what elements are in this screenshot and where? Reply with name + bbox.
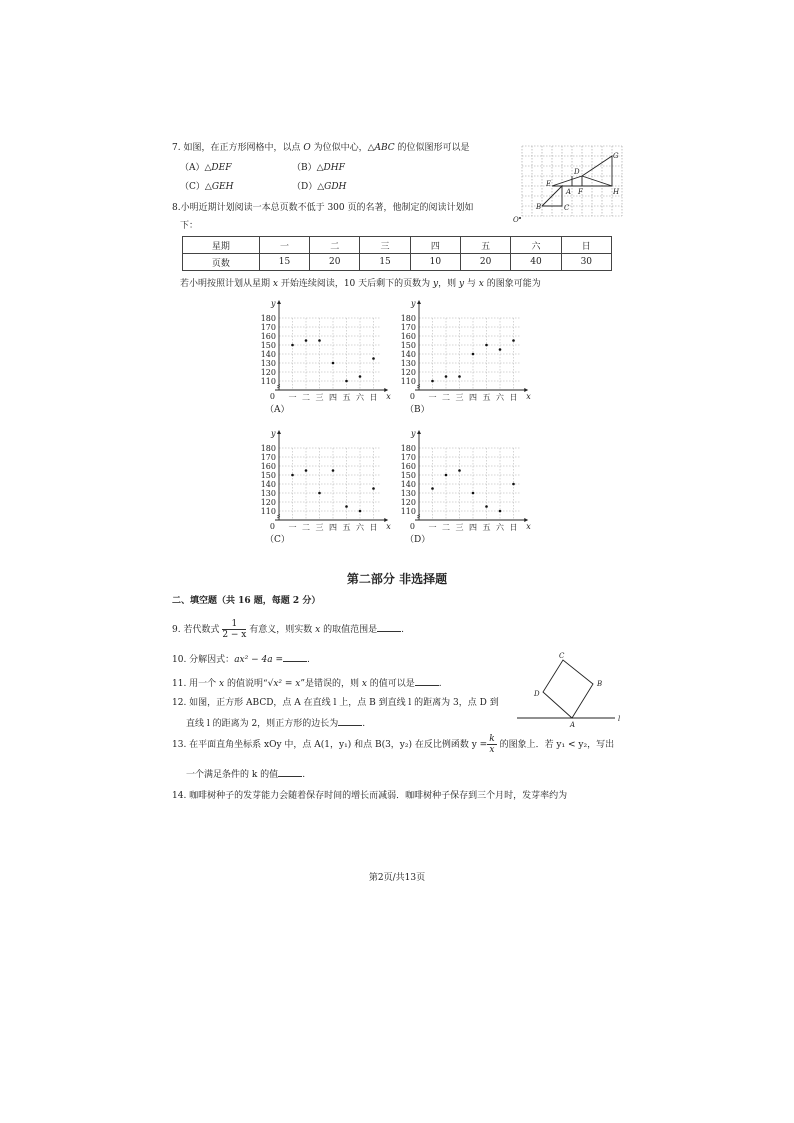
data-point (431, 380, 434, 383)
x-tick-label: 六 (356, 393, 364, 402)
chart-c (255, 424, 395, 548)
y-tick-label: 120 (260, 498, 276, 507)
y-tick-label: 110 (260, 507, 276, 516)
data-point (345, 380, 348, 383)
y-tick-label: 140 (400, 350, 416, 359)
x-tick-label: 三 (315, 393, 324, 402)
x-tick-label: 五 (342, 393, 351, 402)
q7-label-o: O (513, 216, 519, 224)
table-cell: 40 (511, 254, 561, 271)
y-axis-arrow (417, 430, 421, 434)
origin-label: 0 (409, 522, 415, 531)
x-axis-label: x (526, 522, 531, 531)
x-tick-label: 日 (369, 523, 378, 532)
q7-label-f: F (578, 188, 583, 196)
x-tick-label: 五 (482, 393, 491, 402)
table-cell: 二 (310, 237, 360, 254)
q12-label-l: l (618, 715, 621, 723)
table-row (183, 237, 612, 254)
table-cell: 一 (259, 237, 309, 254)
q7-label-a: A (566, 188, 572, 196)
table-cell: 四 (410, 237, 460, 254)
x-tick-label: 三 (455, 393, 464, 402)
y-tick-label: 110 (260, 377, 276, 386)
x-tick-label: 日 (509, 523, 518, 532)
data-point (458, 469, 461, 472)
y-tick-label: 160 (400, 332, 416, 341)
data-point (345, 505, 348, 508)
q11: 11. 用一个 x 的值说明“√x² = x”是错误的，则 x 的值可以是 . (172, 676, 442, 690)
table-cell: 日 (561, 237, 611, 254)
q8-stem-line2: 下： (180, 221, 199, 231)
data-point (305, 339, 308, 342)
axis-break (417, 385, 420, 389)
q12-label-d: D (534, 690, 540, 698)
y-tick-label: 140 (260, 350, 276, 359)
q7-label-g: G (613, 152, 619, 160)
y-tick-label: 180 (400, 444, 416, 453)
x-tick-label: 三 (455, 523, 464, 532)
table-cell: 页数 (183, 254, 260, 271)
y-tick-label: 150 (260, 341, 276, 350)
data-point (431, 487, 434, 490)
origin-label: 0 (269, 522, 275, 531)
table-cell: 星期 (183, 237, 260, 254)
data-point (332, 362, 335, 365)
table-cell: 五 (461, 237, 511, 254)
data-point (499, 348, 502, 351)
x-tick-label: 日 (369, 393, 378, 402)
y-axis-arrow (417, 300, 421, 304)
y-tick-label: 140 (260, 480, 276, 489)
y-tick-label: 140 (400, 480, 416, 489)
x-axis-label: x (386, 522, 391, 531)
q7-stem: 7. 如图，在正方形网格中，以点 O 为位似中心，△ABC 的位似图形可以是 (172, 143, 470, 153)
data-point (445, 474, 448, 477)
y-tick-label: 120 (400, 368, 416, 377)
table-cell: 30 (561, 254, 611, 271)
x-tick-label: 四 (329, 393, 337, 402)
x-tick-label: 五 (342, 523, 351, 532)
data-point (305, 469, 308, 472)
q8-question: 若小明按照计划从星期 x 开始连续阅读，10 天后剩下的页数为 y，则 y 与 x 的图象可能为 (180, 279, 541, 289)
table-cell: 10 (410, 254, 460, 271)
section-heading: 二、填空题（共 16 题，每题 2 分） (172, 596, 321, 606)
axis-break (277, 385, 280, 389)
q7-option-d: （D）△GDH (292, 182, 347, 192)
y-tick-label: 160 (260, 332, 276, 341)
data-point (372, 357, 375, 360)
y-axis-label: y (271, 299, 276, 308)
x-tick-label: 一 (288, 393, 297, 402)
x-tick-label: 日 (509, 393, 518, 402)
table-cell: 三 (360, 237, 410, 254)
q12-square-figure (515, 648, 630, 728)
table-cell: 20 (310, 254, 360, 271)
chart-b (395, 294, 535, 418)
q12-line1: 12. 如图，正方形 ABCD，点 A 在直线 l 上，点 B 到直线 l 的距离为 3，点 D 到 (172, 698, 499, 708)
q13-line2: 一个满足条件的 k 的值 . (186, 767, 305, 781)
q12-line2: 直线 l 的距离为 2，则正方形的边长为 . (186, 716, 365, 730)
data-point (332, 469, 335, 472)
chart-d (395, 424, 535, 548)
data-point (472, 492, 475, 495)
answer-blank[interactable] (377, 622, 401, 632)
table-row (183, 254, 612, 271)
q7-option-c: （C）△GEH (180, 182, 234, 192)
x-tick-label: 四 (329, 523, 337, 532)
origin-label: 0 (409, 392, 415, 401)
panel-label: （C） (265, 535, 290, 545)
q7-label-h: H (613, 188, 620, 196)
x-tick-label: 二 (302, 393, 310, 402)
x-tick-label: 一 (288, 523, 297, 532)
y-axis-arrow (277, 430, 281, 434)
q8-stem-line1: 8.小明近期计划阅读一本总页数不低于 300 页的名著，他制定的阅读计划如 (172, 203, 474, 213)
data-point (512, 339, 515, 342)
table-cell: 20 (461, 254, 511, 271)
answer-blank[interactable] (283, 652, 307, 662)
x-axis-label: x (526, 392, 531, 401)
data-point (359, 375, 362, 378)
q9-fraction: $\frac{1}{2 - x}$ (222, 619, 247, 640)
y-tick-label: 130 (260, 489, 276, 498)
data-point (512, 483, 515, 486)
x-tick-label: 一 (428, 393, 437, 402)
q7-label-d: D (574, 168, 580, 176)
y-tick-label: 170 (260, 323, 276, 332)
answer-blank[interactable] (415, 676, 439, 686)
q7-option-b: （B）△DHF (292, 163, 345, 173)
page-number: 第2页/共13页 (368, 873, 426, 883)
data-point (458, 375, 461, 378)
data-point (291, 474, 294, 477)
data-point (445, 375, 448, 378)
chart-a (255, 294, 395, 418)
y-tick-label: 160 (260, 462, 276, 471)
data-point (499, 510, 502, 513)
x-tick-label: 四 (469, 393, 477, 402)
data-point (318, 339, 321, 342)
y-tick-label: 110 (400, 377, 416, 386)
data-point (372, 487, 375, 490)
q13-line1: 13. 在平面直角坐标系 xOy 中，点 A(1，y₁) 和点 B(3，y₂) 在反比例函数 y = $\frac{k}{x}$ 的图象上．若 y₁ < y₂，写出 (172, 734, 615, 755)
q10: 10. 分解因式：ax² − 4a = . (172, 652, 310, 666)
q12-label-b: B (597, 680, 603, 688)
y-axis-label: y (411, 429, 416, 438)
x-tick-label: 二 (442, 393, 450, 402)
panel-label: （A） (265, 405, 290, 415)
part2-title: 第二部分 非选择题 (346, 572, 448, 586)
x-tick-label: 二 (302, 523, 310, 532)
y-tick-label: 160 (400, 462, 416, 471)
x-tick-label: 三 (315, 523, 324, 532)
q7-label-c: C (564, 204, 570, 212)
answer-blank[interactable] (338, 716, 362, 726)
y-tick-label: 150 (400, 341, 416, 350)
y-tick-label: 180 (400, 314, 416, 323)
data-point (359, 510, 362, 513)
y-tick-label: 180 (260, 444, 276, 453)
data-point (485, 344, 488, 347)
y-tick-label: 110 (400, 507, 416, 516)
y-tick-label: 120 (260, 368, 276, 377)
table-cell: 15 (360, 254, 410, 271)
x-tick-label: 六 (356, 523, 364, 532)
y-tick-label: 130 (400, 489, 416, 498)
y-tick-label: 170 (400, 323, 416, 332)
q14-line1: 14. 咖啡树种子的发芽能力会随着保存时间的增长而减弱．咖啡树种子保存到三个月时，发芽率约为 (172, 791, 568, 801)
x-tick-label: 五 (482, 523, 491, 532)
origin-label: 0 (269, 392, 275, 401)
panel-label: （D） (405, 535, 431, 545)
data-point (291, 344, 294, 347)
y-tick-label: 150 (400, 471, 416, 480)
x-axis-label: x (386, 392, 391, 401)
y-axis-label: y (411, 299, 416, 308)
y-tick-label: 150 (260, 471, 276, 480)
reading-plan-table (182, 236, 612, 271)
x-tick-label: 一 (428, 523, 437, 532)
q9: 9. 若代数式 $\frac{1}{2 - x}$ 有意义，则实数 x 的取值范围是 . (172, 619, 404, 640)
y-tick-label: 180 (260, 314, 276, 323)
table-cell: 15 (259, 254, 309, 271)
answer-blank[interactable] (278, 767, 302, 777)
x-tick-label: 二 (442, 523, 450, 532)
axis-break (277, 515, 280, 519)
q7-grid-figure (512, 142, 624, 224)
q7-label-b: B (536, 203, 542, 211)
y-axis-label: y (271, 429, 276, 438)
x-tick-label: 四 (469, 523, 477, 532)
y-tick-label: 130 (260, 359, 276, 368)
y-tick-label: 120 (400, 498, 416, 507)
q13-fraction: $\frac{k}{x}$ (489, 734, 495, 755)
y-tick-label: 130 (400, 359, 416, 368)
panel-label: （B） (405, 405, 430, 415)
y-tick-label: 170 (400, 453, 416, 462)
q7-option-a: （A）△DEF (180, 163, 232, 173)
data-point (472, 353, 475, 356)
y-tick-label: 170 (260, 453, 276, 462)
axis-break (417, 515, 420, 519)
y-axis-arrow (277, 300, 281, 304)
data-point (485, 505, 488, 508)
table-cell: 六 (511, 237, 561, 254)
q12-label-a: A (570, 721, 576, 728)
q12-label-c: C (559, 652, 565, 660)
x-tick-label: 六 (496, 523, 504, 532)
x-tick-label: 六 (496, 393, 504, 402)
data-point (318, 492, 321, 495)
q7-label-e: E (546, 180, 552, 188)
